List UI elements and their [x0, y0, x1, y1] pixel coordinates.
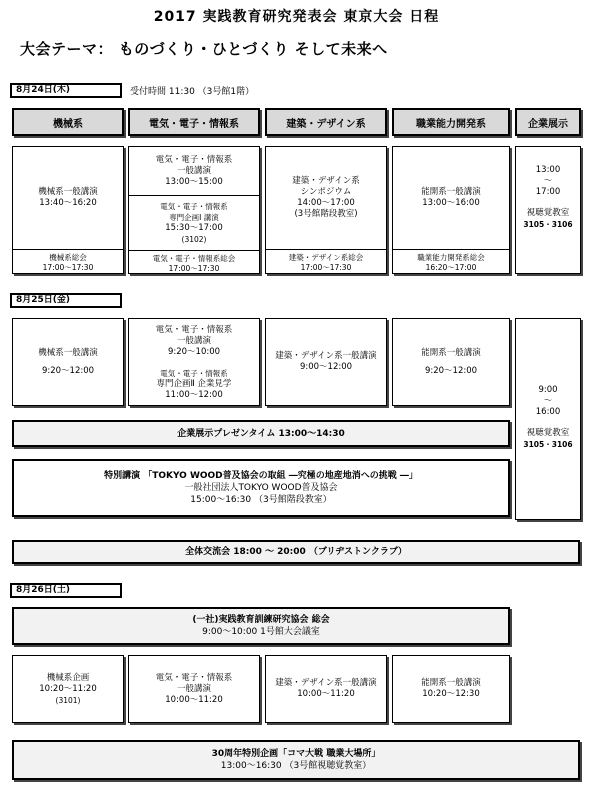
day1-kikai-soukai: 機械系総会: [49, 253, 87, 262]
day2-denki-cell: [128, 318, 260, 406]
day1-kenchiku-time: 14:00～17:00: [297, 198, 355, 208]
day2-kigyo-cell: [515, 318, 581, 520]
day2-noukai-title: 能開系一般講演: [421, 348, 481, 358]
day3-kikai-cell: [12, 655, 124, 723]
conference-theme: 大会テーマ： ものづくり・ひとづくり そして未来へ: [20, 40, 388, 58]
day3-denki-title: 電気・電子・情報系: [155, 672, 233, 683]
day2-denki-b-title: 電気・電子・情報系: [160, 368, 228, 378]
day2-label: 8月25日(金): [10, 293, 122, 308]
day2-kenchiku-time: 9:00～12:00: [299, 362, 353, 372]
header-kigyo: 企業展示: [515, 108, 581, 136]
day1-kenchiku-soukai: 建築・デザイン系総会: [288, 253, 364, 262]
day1-kenchiku-footer: [266, 249, 386, 276]
day3-kikai-title: 機械系企画: [46, 672, 90, 683]
day2-kikai-time: 9:20～12:00: [41, 366, 95, 376]
day1-kenchiku-room: (3号館階段教室): [294, 209, 358, 219]
day2-kigyo-room-no: 3105・3106: [523, 440, 573, 449]
day3-kenchiku-title: 建築・デザイン系一般講演: [275, 678, 377, 688]
day2-special-lecture: [12, 459, 510, 517]
day1-kikai-time: 13:40～16:20: [39, 198, 97, 208]
day3-noukai-title: 能開系一般講演: [421, 678, 481, 688]
day1-denki-b-time: 15:30～17:00: [165, 223, 223, 233]
day2-kikai-cell: [12, 318, 124, 406]
day2-kenchiku-cell: [265, 318, 387, 406]
day1-denki-soukai: 電気・電子・情報系総会: [152, 254, 236, 263]
day2-koryu-text: 全体交流会 18:00 ～ 20:00 （ブリヂストンクラブ）: [185, 547, 407, 557]
day3-kenchiku-cell: [265, 655, 387, 723]
day1-kigyo-room: 視聴覚教室: [526, 208, 570, 218]
header-noukai: 職業能力開発系: [392, 108, 510, 136]
day3-kenchiku-time: 10:00～11:20: [297, 689, 355, 699]
day3-denki-cell: [128, 655, 260, 723]
day2-denki-b-time: 11:00～12:00: [165, 389, 223, 400]
day3-soukai-title: (一社)実践教育訓練研究協会 総会: [192, 615, 330, 625]
day2-kigyo-end: 16:00: [535, 407, 561, 417]
day2-kenchiku-title: 建築・デザイン系一般講演: [275, 351, 377, 361]
day2-presentation-text: 企業展示プレゼンタイム 13:00～14:30: [177, 428, 345, 439]
day2-special-time: 15:00～16:30 （3号館階段教室）: [190, 495, 332, 505]
day2-noukai-cell: [392, 318, 510, 406]
day2-denki-a-time: 9:20～10:00: [167, 346, 221, 357]
day2-denki-a-title: 電気・電子・情報系: [155, 324, 233, 335]
day1-denki-soukai-time: 17:00～17:30: [168, 264, 220, 273]
header-denki: 電気・電子・情報系: [128, 108, 260, 136]
day3-noukai-cell: [392, 655, 510, 723]
day3-noukai-time: 10:20～12:30: [422, 689, 480, 699]
day1-denki-a-title: 電気・電子・情報系: [155, 154, 233, 165]
day2-kigyo-tilde: ～: [543, 396, 553, 406]
day1-label: 8月24日(木): [10, 83, 122, 98]
day3-label: 8月26日(土): [10, 583, 122, 598]
day1-noukai-title: 能開系一般講演: [421, 187, 481, 197]
day2-special-title: 特別講演 「TOKYO WOOD普及協会の取組 ―究極の地産地消への挑戦 ―」: [104, 471, 418, 481]
day1-kigyo-tilde: ～: [543, 176, 553, 186]
day1-kenchiku-title: 建築・デザイン系: [292, 176, 360, 186]
day2-kigyo-start: 9:00: [538, 385, 558, 395]
day1-reception: 受付時間 11:30 （3号館1階）: [130, 87, 255, 97]
day1-denki-a-time: 13:00～15:00: [165, 176, 223, 187]
day1-kenchiku-soukai-time: 17:00～17:30: [300, 263, 352, 272]
day2-kigyo-room: 視聴覚教室: [526, 428, 570, 438]
day1-kikai-title: 機械系一般講演: [38, 187, 98, 197]
day1-denki-b-sub: 専門企画Ⅰ 講演: [169, 213, 219, 222]
day1-kikai-cell: [12, 146, 124, 274]
day3-soukai-time: 9:00～10:00 1号館大会議室: [202, 627, 320, 637]
day3-denki-sub: 一般講演: [176, 683, 211, 694]
day1-kikai-footer: [13, 249, 123, 276]
day1-kenchiku-cell: [265, 146, 387, 274]
header-kikai: 機械系: [12, 108, 124, 136]
day3-anniversary-time: 13:00～16:30 （3号館視聴覚教室）: [220, 761, 372, 771]
day1-noukai-footer: [393, 249, 509, 276]
day1-noukai-cell: [392, 146, 510, 274]
day1-noukai-soukai: 職業能力開発系総会: [417, 253, 485, 262]
day3-anniversary-title: 30周年特別企画「コマ大戦 職業大場所」: [211, 749, 381, 759]
day3-kikai-room: (3101): [55, 695, 81, 705]
day2-noukai-time: 9:20～12:00: [424, 366, 478, 376]
day3-denki-time: 10:00～11:20: [165, 694, 223, 705]
day2-denki-a-sub: 一般講演: [176, 335, 211, 346]
day2-kikai-title: 機械系一般講演: [38, 348, 98, 358]
day1-denki-b-title: 電気・電子・情報系: [160, 202, 228, 211]
page-title: 2017 実践教育研究発表会 東京大会 日程: [153, 9, 440, 25]
day1-kigyo-start: 13:00: [535, 165, 561, 175]
day1-noukai-soukai-time: 16:20～17:00: [425, 263, 477, 272]
day1-kigyo-end: 17:00: [535, 187, 561, 197]
day1-kikai-soukai-time: 17:00～17:30: [42, 263, 94, 272]
day2-presentation-bar: [12, 420, 510, 447]
day2-koryu-bar: [12, 540, 580, 564]
header-kenchiku: 建築・デザイン系: [265, 108, 387, 136]
day3-kikai-time: 10:20～11:20: [39, 683, 97, 694]
day1-denki-a-sub: 一般講演: [176, 165, 211, 176]
day1-denki-b-room: (3102): [181, 235, 207, 244]
day1-noukai-time: 13:00～16:00: [422, 198, 480, 208]
day1-denki-footer: [129, 250, 259, 277]
day1-kenchiku-sub: シンポジウム: [300, 187, 352, 197]
day1-kigyo-cell: [515, 146, 581, 274]
day3-anniversary-bar: [12, 740, 580, 780]
day3-soukai-bar: [12, 607, 510, 645]
day2-special-org: 一般社団法人TOKYO WOOD普及協会: [184, 483, 338, 493]
day1-kigyo-room-no: 3105・3106: [523, 220, 573, 229]
day2-denki-b-sub: 専門企画Ⅱ 企業見学: [156, 378, 232, 389]
day1-denki-cell: [128, 146, 260, 274]
